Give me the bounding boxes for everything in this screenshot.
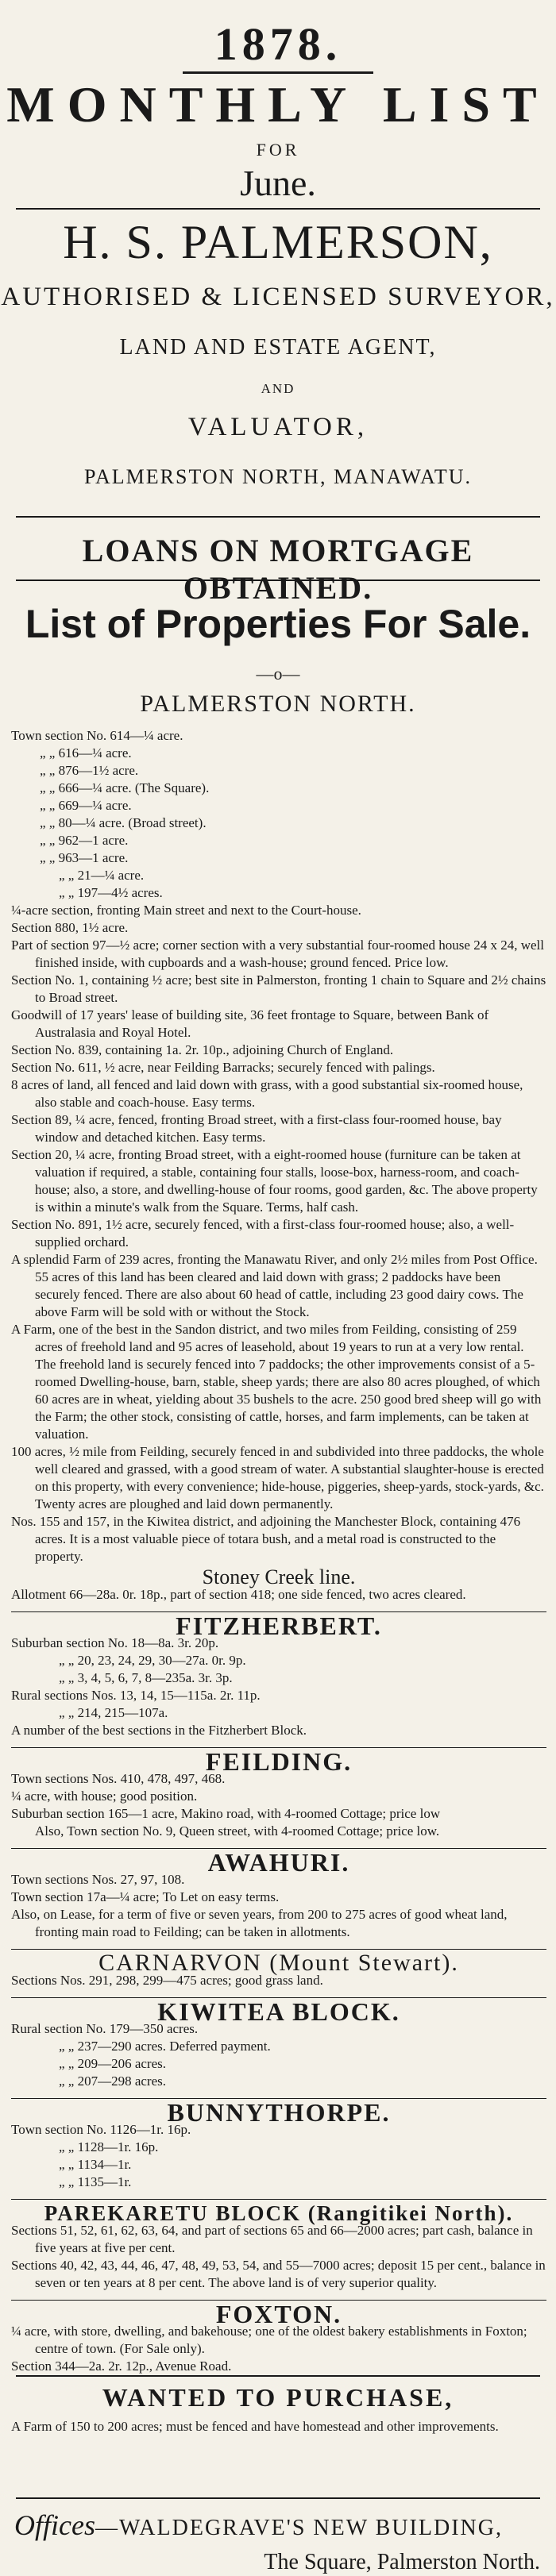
section-heading-feilding: FEILDING. [205, 1747, 353, 1776]
section-heading-foxton: FOXTON. [215, 2300, 342, 2328]
list-item: Also, on Lease, for a term of five or seven years, from 200 to 275 acres of good wheat land, fronting main road to Feilding; can be taken in allotments. [11, 1907, 508, 1939]
list-item: „ „ 1128—1r. 16p. [59, 2139, 159, 2154]
divider [16, 516, 540, 518]
divider [16, 580, 540, 581]
list-item: Section No. 611, ½ acre, near Feilding Barracks; securely fenced with palings. [11, 1060, 435, 1075]
list-item: „ „ 963—1 acre. [40, 850, 129, 865]
palmerston-town-sections [11, 727, 546, 902]
wanted-text: A Farm of 150 to 200 acres; must be fenced and have homestead and other improvements. [11, 2419, 499, 2434]
list-item: „ „ 207—298 acres. [59, 2074, 167, 2089]
list-item: ¼ acre, with house; good position. [11, 1789, 198, 1804]
list-item: A Farm, one of the best in the Sandon district, and two miles from Feilding, consisting of 259 acres of freehold land and 95 acres of leasehold, about 19 years to run at a very low rental. The freehold land is securely fenced into 7 paddocks; the other improvements consist of a 5-roomed Dwelling-house, barn, stable, sheep yards; there are also 80 acres ploughed, of which 60 acres are in wheat, yielding about 35 bushels to the acre. 250 good bred sheep will go with the Farm; the other stock, consisting of cattle, horses, and farm implements, can be taken at valuation. [11, 1322, 542, 1442]
list-item: Section 20, ¼ acre, fronting Broad street, with a eight-roomed house (furniture can be taken at valuation if required, a stable, containing four stalls, loose-box, harness-room, and coach-house; also, a store, and dwelling-house of four rooms, good garden, &c. The above property is within a minute's walk from the Square. Terms, half cash. [11, 1147, 538, 1215]
list-item: Section No. 839, containing 1a. 2r. 10p., adjoining Church of England. [11, 1042, 394, 1057]
list-item: „ „ 666—¼ acre. (The Square). [40, 780, 210, 795]
month-heading: June. [240, 163, 316, 203]
list-item: „ „ 209—206 acres. [59, 2056, 167, 2071]
list-item: Suburban section No. 18—8a. 3r. 20p. [11, 1635, 219, 1650]
list-item: „ „ 616—¼ acre. [40, 745, 132, 760]
divider [16, 2375, 540, 2377]
agent-title-line1: AUTHORISED & LICENSED SURVEYOR, [1, 283, 555, 311]
list-item: Section No. 1, containing ½ acre; best site in Palmerston, fronting 1 chain to Square and 2½ chains to Broad street. [11, 972, 546, 1005]
list-item: „ „ 962—1 acre. [40, 833, 129, 848]
ornament: —o— [256, 664, 300, 683]
stoney-creek-heading: Stoney Creek line. [202, 1565, 356, 1588]
list-item: „ „ 237—290 acres. Deferred payment. [59, 2039, 271, 2054]
list-item: Sections 51, 52, 61, 62, 63, 64, and part of sections 65 and 66—2000 acres; part cash, balance in five years at five per cent. [11, 2223, 533, 2255]
list-item: Nos. 155 and 157, in the Kiwitea district, and adjoining the Manchester Block, containing 476 acres. It is a most valuable piece of totara bush, and a metal road is constructed to the property. [11, 1514, 521, 1564]
section-heading-fitzherbert: FITZHERBERT. [176, 1611, 382, 1640]
list-item: 8 acres of land, all fenced and laid down with grass, with a good substantial six-roomed house, also stable and coach-house. Easy terms. [11, 1077, 523, 1110]
section-heading-awahuri: AWAHURI. [207, 1848, 350, 1877]
wanted-heading: WANTED TO PURCHASE, [102, 2383, 454, 2412]
offices-line [14, 2509, 556, 2542]
list-item: Rural sections Nos. 13, 14, 15—115a. 2r. 11p. [11, 1688, 261, 1703]
list-item: „ „ 1135—1r. [59, 2174, 132, 2189]
wanted-text-block [11, 2418, 546, 2435]
section-heading-carnarvon: CARNARVON (Mount Stewart). [98, 1950, 459, 1976]
agent-title-line2: LAND AND ESTATE AGENT, [119, 335, 437, 360]
section-heading-palmerston: PALMERSTON NORTH. [140, 691, 416, 717]
list-title: List of Properties For Sale. [25, 602, 531, 646]
list-item: Town section 17a—¼ acre; To Let on easy terms. [11, 1889, 280, 1904]
year-underline [183, 71, 373, 74]
section-heading-parekaretu: PAREKARETU BLOCK (Rangitikei North). [44, 2201, 514, 2225]
list-item: „ „ 20, 23, 24, 29, 30—27a. 0r. 9p. [59, 1653, 246, 1668]
list-item: Section 89, ¼ acre, fenced, fronting Broad street, with a first-class four-roomed house, bay window and detached kitchen. Easy terms. [11, 1112, 502, 1145]
section-heading-kiwitea: KIWITEA BLOCK. [157, 1997, 400, 2026]
palmerston-properties [11, 902, 546, 2375]
section-heading-bunnythorpe: BUNNYTHORPE. [167, 2098, 391, 2127]
list-item: „ „ 3, 4, 5, 6, 7, 8—235a. 3r. 3p. [59, 1670, 233, 1685]
list-item: Town sections Nos. 27, 97, 108. [11, 1872, 185, 1887]
list-item: 100 acres, ½ mile from Feilding, securely fenced in and subdivided into three paddocks, the whole well cleared and grassed, with a good stream of water. A substantial slaughter-house is erected on this property, with every convenience; hide-house, piggeries, sheep-yards, stock-yards, &c. Twenty acres are ploughed and laid down permanently. [11, 1444, 544, 1511]
list-item: Part of section 97—½ acre; corner section with a very substantial four-roomed house 24 x 24, well finished inside, with cupboards and a wash-house; ground fenced. Price low. [11, 938, 544, 970]
list-item: Town section No. 614—¼ acre. [11, 728, 183, 743]
list-item: A number of the best sections in the Fitzherbert Block. [11, 1723, 307, 1738]
divider [16, 208, 540, 210]
list-item: Town sections Nos. 410, 478, 497, 468. [11, 1771, 226, 1786]
list-item: Sections 40, 42, 43, 44, 46, 47, 48, 49, 53, 54, and 55—7000 acres; deposit 15 per cent., balance in seven or ten years at 8 per cent. The above land is of very superior quality. [11, 2258, 546, 2290]
list-item: Rural section No. 179—350 acres. [11, 2021, 199, 2036]
loans-heading: LOANS ON MORTGAGE OBTAINED. [82, 533, 474, 606]
list-item: Sections Nos. 291, 298, 299—475 acres; good grass land. [11, 1973, 323, 1988]
agent-title-line3: VALUATOR, [187, 413, 369, 441]
monthly-list-title: MONTHLY LIST [6, 76, 550, 133]
year-heading: 1878. [214, 18, 342, 70]
divider [11, 2199, 546, 2200]
list-item: ¼ acre, with store, dwelling, and bakehouse; one of the oldest bakery establishments in Foxton; centre of town. (For Sale only). [11, 2324, 527, 2356]
for-label: FOR [256, 140, 300, 160]
offices-label: Offices [14, 2509, 95, 2541]
list-item: „ „ 80—¼ acre. (Broad street). [40, 815, 207, 830]
list-item: „ „ 876—1½ acre. [40, 763, 139, 778]
list-item: Also, Town section No. 9, Queen street, with 4-roomed Cottage; price low. [35, 1823, 440, 1839]
list-item: Section 880, 1½ acre. [11, 920, 129, 935]
list-item: ¼-acre section, fronting Main street and next to the Court-house. [11, 903, 361, 918]
list-item: „ „ 21—¼ acre. [59, 868, 145, 883]
list-item: Suburban section 165—1 acre, Makino road, with 4-roomed Cottage; price low [11, 1806, 441, 1821]
divider [16, 2497, 540, 2499]
list-item: „ „ 197—4½ acres. [59, 885, 163, 900]
agent-name: H. S. PALMERSON, [63, 216, 493, 268]
list-item: „ „ 669—¼ acre. [40, 798, 132, 813]
list-item: A splendid Farm of 239 acres, fronting the Manawatu River, and only 2½ miles from Post Office. 55 acres of this land has been cleared and laid down with grass; 2 paddocks have been securely fenced. There are also about 60 head of cattle, including 23 good dairy cows. The above Farm will be sold with or without the Stock. [11, 1252, 538, 1319]
list-item: Section No. 891, 1½ acre, securely fenced, with a first-class four-roomed house; also, a well-supplied orchard. [11, 1217, 515, 1249]
list-item: Allotment 66—28a. 0r. 18p., part of section 418; one side fenced, two acres cleared. [11, 1587, 466, 1602]
offices-address: —WALDEGRAVE'S NEW BUILDING, [95, 2516, 503, 2540]
list-item: Section 344—2a. 2r. 12p., Avenue Road. [11, 2358, 232, 2374]
list-item: „ „ 1134—1r. [59, 2157, 132, 2172]
offices-location: The Square, Palmerston North. [264, 2550, 540, 2574]
list-item: Goodwill of 17 years' lease of building site, 36 feet frontage to Square, between Bank of Australasia and Royal Hotel. [11, 1007, 489, 1040]
agent-address: PALMERSTON NORTH, MANAWATU. [83, 465, 473, 488]
list-item: Town section No. 1126—1r. 16p. [11, 2122, 191, 2137]
list-item: „ „ 214, 215—107a. [59, 1705, 168, 1720]
and-label: AND [261, 381, 295, 396]
